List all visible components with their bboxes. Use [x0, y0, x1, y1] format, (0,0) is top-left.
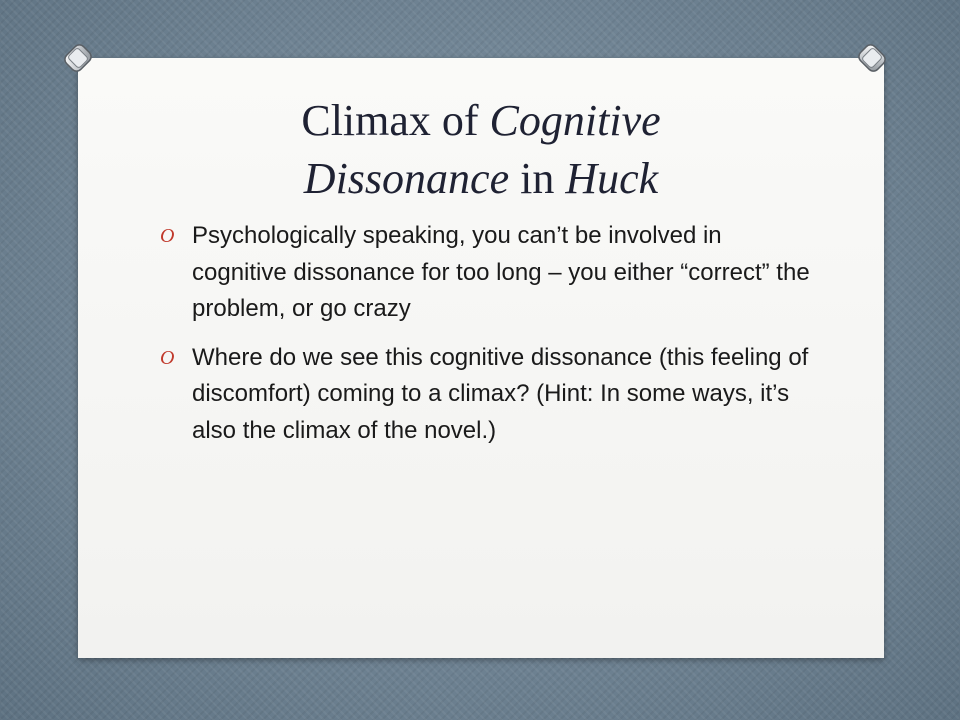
pushpin-icon	[58, 38, 98, 78]
bullet-text: Psychologically speaking, you can’t be involved in cognitive dissonance for too long – you either “correct” the problem, or go crazy	[192, 222, 810, 322]
bullet-list	[160, 218, 820, 461]
pushpin-icon	[852, 38, 892, 78]
title-part: Dissonance	[303, 154, 510, 203]
list-item	[160, 218, 820, 328]
slide-title	[78, 92, 884, 208]
title-part: Cognitive	[489, 96, 661, 145]
bullet-marker-icon: O	[160, 225, 175, 247]
title-part: in	[509, 154, 566, 203]
title-part: Huck	[565, 154, 659, 203]
bullet-text: Where do we see this cognitive dissonance (this feeling of discomfort) coming to a climax? (Hint: In some ways, it’s also the climax of the novel.)	[192, 343, 809, 444]
bullet-marker-icon: O	[160, 346, 175, 369]
list-item	[160, 340, 820, 450]
title-part: Climax of	[301, 96, 490, 145]
